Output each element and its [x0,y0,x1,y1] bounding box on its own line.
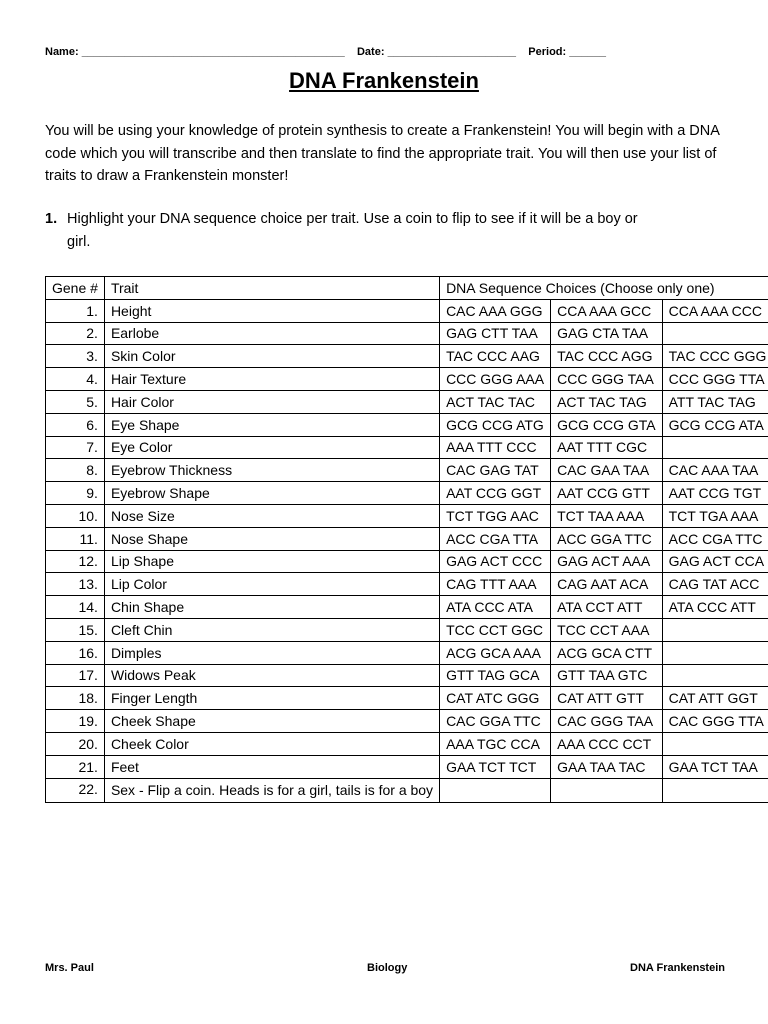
gene-number: 21. [46,755,105,778]
dna-sequence-choice-2: AAT TTT CGC [551,436,663,459]
dna-sequence-choice-2: CAC GGG TAA [551,710,663,733]
dna-sequence-choice-2: GAA TAA TAC [551,755,663,778]
dna-sequence-choice-1: TAC CCC AAG [440,345,551,368]
gene-number: 7. [46,436,105,459]
table-row [46,413,768,436]
trait-name: Skin Color [104,345,439,368]
dna-sequence-choice-2: CAT ATT GTT [551,687,663,710]
trait-name: Finger Length [104,687,439,710]
gene-number: 9. [46,482,105,505]
gene-number: 3. [46,345,105,368]
dna-sequence-choice-2: ACT TAC TAG [551,390,663,413]
dna-sequence-choice-2: CAC GAA TAA [551,459,663,482]
dna-sequence-choice-1: GAA TCT TCT [440,755,551,778]
dna-sequence-choice-3: CAC AAA TAA [662,459,768,482]
dna-sequence-choice-2: ACG GCA CTT [551,641,663,664]
dna-sequence-choice-2: TAC CCC AGG [551,345,663,368]
dna-sequence-choice-2: GAG ACT AAA [551,550,663,573]
dna-sequence-choice-3 [662,778,768,803]
gene-number: 17. [46,664,105,687]
gene-number: 4. [46,368,105,391]
trait-name: Cheek Color [104,732,439,755]
dna-sequence-choice-1: TCC CCT GGC [440,618,551,641]
trait-name: Eye Color [104,436,439,459]
intro-paragraph: You will be using your knowledge of protein synthesis to create a Frankenstein! You will begin with a DNA code which you will transcribe and then translate to find the appropriate trait. You will then use your list of traits to draw a Frankenstein monster! [45,123,720,184]
dna-sequence-choice-1: CCC GGG AAA [440,368,551,391]
dna-sequence-choice-1: ACG GCA AAA [440,641,551,664]
dna-sequence-choice-2: ACC GGA TTC [551,527,663,550]
dna-sequence-choice-3: CAG TAT ACC [662,573,768,596]
page-title: DNA Frankenstein [289,68,479,93]
dna-sequence-choice-3 [662,618,768,641]
dna-sequence-choice-1: GTT TAG GCA [440,664,551,687]
trait-name: Sex - Flip a coin. Heads is for a girl, tails is for a boy [104,778,439,803]
table-row [46,596,768,619]
period-blank: ______ [569,46,606,58]
dna-sequence-choice-3: TCT TGA AAA [662,504,768,527]
trait-name: Eyebrow Shape [104,482,439,505]
dna-sequence-choice-1: CAC AAA GGG [440,299,551,322]
gene-number: 11. [46,527,105,550]
table-row [46,299,768,322]
table-row [46,778,768,803]
trait-name: Earlobe [104,322,439,345]
dna-sequence-choice-3: CAC GGG TTA [662,710,768,733]
dna-sequence-choice-2: TCC CCT AAA [551,618,663,641]
table-row [46,573,768,596]
gene-number: 5. [46,390,105,413]
dna-sequence-choice-1 [440,778,551,803]
table-row [46,504,768,527]
trait-name: Height [104,299,439,322]
trait-name: Dimples [104,641,439,664]
dna-sequence-choice-1: ACT TAC TAC [440,390,551,413]
dna-sequence-choice-3: GAG ACT CCA [662,550,768,573]
trait-name: Widows Peak [104,664,439,687]
dna-sequence-choice-2: AAT CCG GTT [551,482,663,505]
gene-number: 13. [46,573,105,596]
footer-teacher: Mrs. Paul [45,962,94,974]
gene-number: 12. [46,550,105,573]
dna-sequence-choice-3: TAC CCC GGG [662,345,768,368]
table-row [46,641,768,664]
table-row [46,345,768,368]
dna-sequence-choice-3: CCC GGG TTA [662,368,768,391]
dna-sequence-choice-2: TCT TAA AAA [551,504,663,527]
dna-sequence-choice-3 [662,436,768,459]
dna-sequence-choice-2 [551,778,663,803]
dna-sequence-choice-1: AAA TGC CCA [440,732,551,755]
table-row [46,710,768,733]
dna-sequence-choice-2: CAG AAT ACA [551,573,663,596]
dna-sequence-choice-1: CAT ATC GGG [440,687,551,710]
dna-sequence-choice-1: GAG ACT CCC [440,550,551,573]
dna-sequence-choice-1: TCT TGG AAC [440,504,551,527]
name-blank: ___________________________________________ [81,46,345,58]
trait-name: Eyebrow Thickness [104,459,439,482]
trait-name: Cheek Shape [104,710,439,733]
header-fields [45,46,725,58]
dna-sequence-choice-2: ATA CCT ATT [551,596,663,619]
dna-sequence-choice-2: GAG CTA TAA [551,322,663,345]
dna-sequence-choice-2: GTT TAA GTC [551,664,663,687]
dna-sequence-choice-1: GCG CCG ATG [440,413,551,436]
period-label: Period: [528,46,567,58]
dna-sequence-choice-3 [662,641,768,664]
date-label: Date: [356,46,385,58]
dna-sequence-choice-2: CCC GGG TAA [551,368,663,391]
gene-number: 8. [46,459,105,482]
gene-number: 14. [46,596,105,619]
trait-name: Feet [104,755,439,778]
dna-sequence-choice-3 [662,732,768,755]
table-row [46,618,768,641]
trait-name: Hair Color [104,390,439,413]
table-row [46,755,768,778]
table-row [46,459,768,482]
table-header-row [46,277,768,300]
dna-sequence-choice-3: AAT CCG TGT [662,482,768,505]
trait-name: Hair Texture [104,368,439,391]
step-number: 1. [45,211,58,227]
dna-sequence-choice-1: CAC GGA TTC [440,710,551,733]
footer-title: DNA Frankenstein [630,962,725,974]
table-row [46,368,768,391]
dna-sequence-choice-2: CCA AAA GCC [551,299,663,322]
table-row [46,390,768,413]
trait-name: Lip Color [104,573,439,596]
dna-sequence-choice-3: GCG CCG ATA [662,413,768,436]
dna-sequence-choice-2: GCG CCG GTA [551,413,663,436]
dna-sequence-choice-3: CAT ATT GGT [662,687,768,710]
table-row [46,436,768,459]
dna-sequence-choice-1: AAT CCG GGT [440,482,551,505]
date-blank: _____________________ [387,46,517,58]
gene-number: 22. [46,778,105,803]
gene-number: 19. [46,710,105,733]
footer-subject: Biology [367,962,408,974]
table-row [46,732,768,755]
dna-sequence-choice-1: GAG CTT TAA [440,322,551,345]
trait-name: Cleft Chin [104,618,439,641]
gene-table [45,276,768,803]
step-1 [45,208,735,253]
name-label: Name: [45,46,79,58]
gene-number: 18. [46,687,105,710]
gene-number: 1. [46,299,105,322]
gene-number: 6. [46,413,105,436]
gene-number: 15. [46,618,105,641]
dna-sequence-choice-3 [662,322,768,345]
header-gene-num: Gene # [46,277,105,300]
header-dna-choices: DNA Sequence Choices (Choose only one) [440,277,768,300]
step-text-line2: girl. [67,233,91,250]
dna-sequence-choice-1: ATA CCC ATA [440,596,551,619]
gene-number: 20. [46,732,105,755]
gene-number: 10. [46,504,105,527]
gene-number: 2. [46,322,105,345]
dna-sequence-choice-3: ATA CCC ATT [662,596,768,619]
dna-sequence-choice-1: CAG TTT AAA [440,573,551,596]
table-row [46,482,768,505]
dna-sequence-choice-3: GAA TCT TAA [662,755,768,778]
dna-sequence-choice-2: AAA CCC CCT [551,732,663,755]
gene-number: 16. [46,641,105,664]
trait-name: Chin Shape [104,596,439,619]
dna-sequence-choice-3: ATT TAC TAG [662,390,768,413]
table-row [46,664,768,687]
dna-sequence-choice-3: CCA AAA CCC [662,299,768,322]
dna-sequence-choice-1: AAA TTT CCC [440,436,551,459]
step-text-line1: Highlight your DNA sequence choice per trait. Use a coin to flip to see if it will be a boy or [67,211,638,227]
header-trait: Trait [104,277,439,300]
trait-name: Eye Shape [104,413,439,436]
table-row [46,687,768,710]
dna-sequence-choice-3: ACC CGA TTC [662,527,768,550]
table-row [46,550,768,573]
trait-name: Nose Size [104,504,439,527]
dna-sequence-choice-1: ACC CGA TTA [440,527,551,550]
trait-name: Lip Shape [104,550,439,573]
table-row [46,322,768,345]
trait-name: Nose Shape [104,527,439,550]
dna-sequence-choice-1: CAC GAG TAT [440,459,551,482]
dna-sequence-choice-3 [662,664,768,687]
table-row [46,527,768,550]
